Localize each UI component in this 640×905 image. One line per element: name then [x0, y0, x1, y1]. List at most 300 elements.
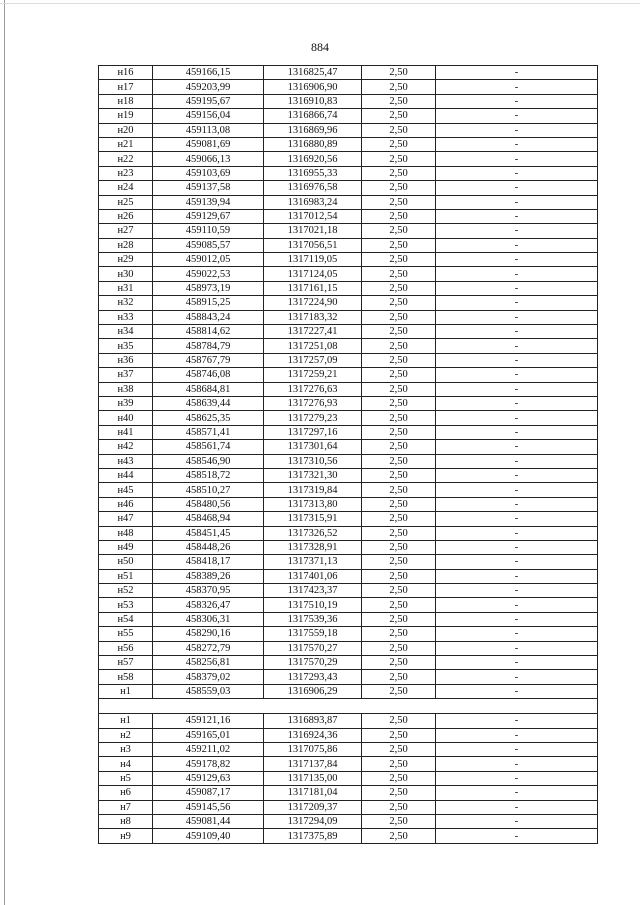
point-id-cell: н21 — [99, 137, 153, 151]
table-row — [99, 829, 598, 843]
x-coordinate-cell: 459165,01 — [153, 728, 264, 742]
table-row — [99, 425, 598, 439]
accuracy-cell: 2,50 — [362, 238, 436, 252]
note-cell: - — [436, 224, 598, 238]
point-id-cell: н30 — [99, 267, 153, 281]
point-id-cell: н8 — [99, 814, 153, 828]
accuracy-cell: 2,50 — [362, 368, 436, 382]
x-coordinate-cell: 458480,56 — [153, 497, 264, 511]
accuracy-cell: 2,50 — [362, 468, 436, 482]
y-coordinate-cell: 1317293,43 — [264, 670, 362, 684]
accuracy-cell: 2,50 — [362, 195, 436, 209]
point-id-cell: н39 — [99, 396, 153, 410]
accuracy-cell: 2,50 — [362, 94, 436, 108]
x-coordinate-cell: 458625,35 — [153, 411, 264, 425]
x-coordinate-cell: 459203,99 — [153, 80, 264, 94]
table-row — [99, 353, 598, 367]
accuracy-cell: 2,50 — [362, 526, 436, 540]
y-coordinate-cell: 1317315,91 — [264, 512, 362, 526]
point-id-cell: н50 — [99, 555, 153, 569]
point-id-cell: н1 — [99, 684, 153, 698]
x-coordinate-cell: 458272,79 — [153, 641, 264, 655]
table-row — [99, 123, 598, 137]
table-row — [99, 224, 598, 238]
table-row — [99, 267, 598, 281]
x-coordinate-cell: 459178,82 — [153, 757, 264, 771]
x-coordinate-cell: 458561,74 — [153, 440, 264, 454]
note-cell: - — [436, 714, 598, 728]
note-cell: - — [436, 598, 598, 612]
page-edge-top — [0, 3, 640, 4]
accuracy-cell: 2,50 — [362, 569, 436, 583]
accuracy-cell: 2,50 — [362, 512, 436, 526]
point-id-cell: н47 — [99, 512, 153, 526]
table-row — [99, 742, 598, 756]
point-id-cell: н17 — [99, 80, 153, 94]
accuracy-cell: 2,50 — [362, 800, 436, 814]
y-coordinate-cell: 1317181,04 — [264, 786, 362, 800]
x-coordinate-cell: 459022,53 — [153, 267, 264, 281]
note-cell: - — [436, 181, 598, 195]
point-id-cell: н36 — [99, 353, 153, 367]
note-cell: - — [436, 641, 598, 655]
point-id-cell: н5 — [99, 771, 153, 785]
x-coordinate-cell: 458256,81 — [153, 656, 264, 670]
note-cell: - — [436, 411, 598, 425]
table-row — [99, 684, 598, 698]
table-row — [99, 497, 598, 511]
table-row — [99, 94, 598, 108]
point-id-cell: н31 — [99, 281, 153, 295]
y-coordinate-cell: 1317559,18 — [264, 627, 362, 641]
point-id-cell: н48 — [99, 526, 153, 540]
table-row — [99, 540, 598, 554]
x-coordinate-cell: 458571,41 — [153, 425, 264, 439]
y-coordinate-cell: 1317328,91 — [264, 540, 362, 554]
table-row — [99, 152, 598, 166]
accuracy-cell: 2,50 — [362, 224, 436, 238]
note-cell: - — [436, 66, 598, 80]
accuracy-cell: 2,50 — [362, 684, 436, 698]
y-coordinate-cell: 1316866,74 — [264, 109, 362, 123]
point-id-cell: н27 — [99, 224, 153, 238]
note-cell: - — [436, 368, 598, 382]
note-cell: - — [436, 137, 598, 151]
table-row — [99, 296, 598, 310]
y-coordinate-cell: 1317119,05 — [264, 253, 362, 267]
x-coordinate-cell: 458784,79 — [153, 339, 264, 353]
accuracy-cell: 2,50 — [362, 728, 436, 742]
table-row — [99, 598, 598, 612]
accuracy-cell: 2,50 — [362, 123, 436, 137]
y-coordinate-cell: 1317183,32 — [264, 310, 362, 324]
note-cell: - — [436, 540, 598, 554]
table-row — [99, 641, 598, 655]
x-coordinate-cell: 459139,94 — [153, 195, 264, 209]
y-coordinate-cell: 1316869,96 — [264, 123, 362, 137]
page-edge-left — [4, 0, 5, 905]
y-coordinate-cell: 1317301,64 — [264, 440, 362, 454]
point-id-cell: н29 — [99, 253, 153, 267]
y-coordinate-cell: 1316906,29 — [264, 684, 362, 698]
x-coordinate-cell: 458746,08 — [153, 368, 264, 382]
accuracy-cell: 2,50 — [362, 598, 436, 612]
y-coordinate-cell: 1316920,56 — [264, 152, 362, 166]
x-coordinate-cell: 459109,40 — [153, 829, 264, 843]
note-cell: - — [436, 742, 598, 756]
y-coordinate-cell: 1316906,90 — [264, 80, 362, 94]
point-id-cell: н42 — [99, 440, 153, 454]
table-row — [99, 181, 598, 195]
table-row — [99, 555, 598, 569]
x-coordinate-cell: 458518,72 — [153, 468, 264, 482]
x-coordinate-cell: 459012,05 — [153, 253, 264, 267]
note-cell: - — [436, 555, 598, 569]
accuracy-cell: 2,50 — [362, 814, 436, 828]
point-id-cell: н44 — [99, 468, 153, 482]
accuracy-cell: 2,50 — [362, 584, 436, 598]
accuracy-cell: 2,50 — [362, 454, 436, 468]
y-coordinate-cell: 1317326,52 — [264, 526, 362, 540]
point-id-cell: н3 — [99, 742, 153, 756]
y-coordinate-cell: 1317124,05 — [264, 267, 362, 281]
point-id-cell: н26 — [99, 209, 153, 223]
x-coordinate-cell: 459156,04 — [153, 109, 264, 123]
accuracy-cell: 2,50 — [362, 325, 436, 339]
x-coordinate-cell: 459195,67 — [153, 94, 264, 108]
note-cell: - — [436, 396, 598, 410]
accuracy-cell: 2,50 — [362, 267, 436, 281]
point-id-cell: н22 — [99, 152, 153, 166]
table-row — [99, 325, 598, 339]
y-coordinate-cell: 1317137,84 — [264, 757, 362, 771]
page-number: 884 — [311, 40, 329, 54]
accuracy-cell: 2,50 — [362, 829, 436, 843]
accuracy-cell: 2,50 — [362, 80, 436, 94]
point-id-cell: н6 — [99, 786, 153, 800]
point-id-cell: н43 — [99, 454, 153, 468]
y-coordinate-cell: 1317319,84 — [264, 483, 362, 497]
y-coordinate-cell: 1317161,15 — [264, 281, 362, 295]
note-cell: - — [436, 281, 598, 295]
x-coordinate-cell: 459129,67 — [153, 209, 264, 223]
y-coordinate-cell: 1316983,24 — [264, 195, 362, 209]
x-coordinate-cell: 458639,44 — [153, 396, 264, 410]
y-coordinate-cell: 1317276,93 — [264, 396, 362, 410]
accuracy-cell: 2,50 — [362, 109, 436, 123]
note-cell: - — [436, 152, 598, 166]
table-row — [99, 757, 598, 771]
x-coordinate-cell: 459211,02 — [153, 742, 264, 756]
table-row — [99, 512, 598, 526]
point-id-cell: н35 — [99, 339, 153, 353]
table-row — [99, 238, 598, 252]
note-cell: - — [436, 483, 598, 497]
accuracy-cell: 2,50 — [362, 166, 436, 180]
x-coordinate-cell: 458306,31 — [153, 612, 264, 626]
table-row — [99, 786, 598, 800]
note-cell: - — [436, 526, 598, 540]
note-cell: - — [436, 339, 598, 353]
accuracy-cell: 2,50 — [362, 641, 436, 655]
x-coordinate-cell: 458843,24 — [153, 310, 264, 324]
accuracy-cell: 2,50 — [362, 281, 436, 295]
point-id-cell: н54 — [99, 612, 153, 626]
y-coordinate-cell: 1317135,00 — [264, 771, 362, 785]
x-coordinate-cell: 458973,19 — [153, 281, 264, 295]
x-coordinate-cell: 458451,45 — [153, 526, 264, 540]
note-cell: - — [436, 684, 598, 698]
y-coordinate-cell: 1317056,51 — [264, 238, 362, 252]
note-cell: - — [436, 253, 598, 267]
note-cell: - — [436, 670, 598, 684]
point-id-cell: н28 — [99, 238, 153, 252]
point-id-cell: н25 — [99, 195, 153, 209]
accuracy-cell: 2,50 — [362, 181, 436, 195]
table-row — [99, 396, 598, 410]
note-cell: - — [436, 325, 598, 339]
point-id-cell: н34 — [99, 325, 153, 339]
table-row — [99, 80, 598, 94]
accuracy-cell: 2,50 — [362, 555, 436, 569]
x-coordinate-cell: 459085,57 — [153, 238, 264, 252]
note-cell: - — [436, 166, 598, 180]
table-row — [99, 627, 598, 641]
x-coordinate-cell: 458370,95 — [153, 584, 264, 598]
accuracy-cell: 2,50 — [362, 714, 436, 728]
accuracy-cell: 2,50 — [362, 310, 436, 324]
note-cell: - — [436, 440, 598, 454]
x-coordinate-cell: 458684,81 — [153, 382, 264, 396]
y-coordinate-cell: 1317224,90 — [264, 296, 362, 310]
accuracy-cell: 2,50 — [362, 440, 436, 454]
table-row — [99, 411, 598, 425]
accuracy-cell: 2,50 — [362, 497, 436, 511]
point-id-cell: н49 — [99, 540, 153, 554]
x-coordinate-cell: 458448,26 — [153, 540, 264, 554]
y-coordinate-cell: 1317539,36 — [264, 612, 362, 626]
y-coordinate-cell: 1317209,37 — [264, 800, 362, 814]
accuracy-cell: 2,50 — [362, 483, 436, 497]
accuracy-cell: 2,50 — [362, 396, 436, 410]
y-coordinate-cell: 1317375,89 — [264, 829, 362, 843]
point-id-cell: н58 — [99, 670, 153, 684]
point-id-cell: н1 — [99, 714, 153, 728]
table-row — [99, 612, 598, 626]
accuracy-cell: 2,50 — [362, 656, 436, 670]
note-cell: - — [436, 728, 598, 742]
note-cell: - — [436, 382, 598, 396]
point-id-cell: н46 — [99, 497, 153, 511]
table-row — [99, 66, 598, 80]
point-id-cell: н57 — [99, 656, 153, 670]
note-cell: - — [436, 94, 598, 108]
y-coordinate-cell: 1317510,19 — [264, 598, 362, 612]
accuracy-cell: 2,50 — [362, 627, 436, 641]
x-coordinate-cell: 458290,16 — [153, 627, 264, 641]
y-coordinate-cell: 1316893,87 — [264, 714, 362, 728]
x-coordinate-cell: 459081,69 — [153, 137, 264, 151]
table-row — [99, 339, 598, 353]
point-id-cell: н32 — [99, 296, 153, 310]
accuracy-cell: 2,50 — [362, 757, 436, 771]
point-id-cell: н4 — [99, 757, 153, 771]
table-row — [99, 253, 598, 267]
table-row — [99, 656, 598, 670]
x-coordinate-cell: 459103,69 — [153, 166, 264, 180]
table-row — [99, 526, 598, 540]
accuracy-cell: 2,50 — [362, 411, 436, 425]
point-id-cell: н52 — [99, 584, 153, 598]
x-coordinate-cell: 458767,79 — [153, 353, 264, 367]
note-cell: - — [436, 425, 598, 439]
x-coordinate-cell: 459113,08 — [153, 123, 264, 137]
table-row — [99, 814, 598, 828]
y-coordinate-cell: 1317259,21 — [264, 368, 362, 382]
point-id-cell: н41 — [99, 425, 153, 439]
note-cell: - — [436, 353, 598, 367]
table-row — [99, 382, 598, 396]
table-row — [99, 670, 598, 684]
x-coordinate-cell: 459081,44 — [153, 814, 264, 828]
note-cell: - — [436, 814, 598, 828]
note-cell: - — [436, 109, 598, 123]
point-id-cell: н56 — [99, 641, 153, 655]
coordinates-table-body — [99, 66, 598, 844]
point-id-cell: н7 — [99, 800, 153, 814]
y-coordinate-cell: 1317570,27 — [264, 641, 362, 655]
y-coordinate-cell: 1316955,33 — [264, 166, 362, 180]
y-coordinate-cell: 1317297,16 — [264, 425, 362, 439]
note-cell: - — [436, 468, 598, 482]
point-id-cell: н19 — [99, 109, 153, 123]
note-cell: - — [436, 786, 598, 800]
y-coordinate-cell: 1317321,30 — [264, 468, 362, 482]
x-coordinate-cell: 458915,25 — [153, 296, 264, 310]
accuracy-cell: 2,50 — [362, 209, 436, 223]
group-separator-cell — [99, 699, 598, 714]
note-cell: - — [436, 80, 598, 94]
note-cell: - — [436, 584, 598, 598]
table-row — [99, 800, 598, 814]
y-coordinate-cell: 1317570,29 — [264, 656, 362, 670]
table-row — [99, 281, 598, 295]
note-cell: - — [436, 296, 598, 310]
note-cell: - — [436, 123, 598, 137]
table-row — [99, 771, 598, 785]
y-coordinate-cell: 1317310,56 — [264, 454, 362, 468]
point-id-cell: н33 — [99, 310, 153, 324]
note-cell: - — [436, 800, 598, 814]
note-cell: - — [436, 627, 598, 641]
accuracy-cell: 2,50 — [362, 66, 436, 80]
y-coordinate-cell: 1316825,47 — [264, 66, 362, 80]
y-coordinate-cell: 1317313,80 — [264, 497, 362, 511]
accuracy-cell: 2,50 — [362, 670, 436, 684]
coordinates-table — [98, 65, 598, 844]
x-coordinate-cell: 459110,59 — [153, 224, 264, 238]
note-cell: - — [436, 512, 598, 526]
x-coordinate-cell: 459137,58 — [153, 181, 264, 195]
accuracy-cell: 2,50 — [362, 742, 436, 756]
y-coordinate-cell: 1317012,54 — [264, 209, 362, 223]
point-id-cell: н37 — [99, 368, 153, 382]
note-cell: - — [436, 757, 598, 771]
y-coordinate-cell: 1317401,06 — [264, 569, 362, 583]
table-row — [99, 454, 598, 468]
table-row — [99, 195, 598, 209]
y-coordinate-cell: 1317021,18 — [264, 224, 362, 238]
point-id-cell: н51 — [99, 569, 153, 583]
accuracy-cell: 2,50 — [362, 425, 436, 439]
note-cell: - — [436, 454, 598, 468]
y-coordinate-cell: 1317276,63 — [264, 382, 362, 396]
x-coordinate-cell: 458418,17 — [153, 555, 264, 569]
x-coordinate-cell: 458510,27 — [153, 483, 264, 497]
note-cell: - — [436, 195, 598, 209]
point-id-cell: н53 — [99, 598, 153, 612]
accuracy-cell: 2,50 — [362, 339, 436, 353]
point-id-cell: н45 — [99, 483, 153, 497]
point-id-cell: н16 — [99, 66, 153, 80]
y-coordinate-cell: 1317279,23 — [264, 411, 362, 425]
note-cell: - — [436, 238, 598, 252]
accuracy-cell: 2,50 — [362, 152, 436, 166]
y-coordinate-cell: 1317294,09 — [264, 814, 362, 828]
x-coordinate-cell: 459166,15 — [153, 66, 264, 80]
point-id-cell: н40 — [99, 411, 153, 425]
table-row — [99, 569, 598, 583]
y-coordinate-cell: 1317257,09 — [264, 353, 362, 367]
accuracy-cell: 2,50 — [362, 296, 436, 310]
y-coordinate-cell: 1316880,89 — [264, 137, 362, 151]
point-id-cell: н24 — [99, 181, 153, 195]
accuracy-cell: 2,50 — [362, 137, 436, 151]
y-coordinate-cell: 1317251,08 — [264, 339, 362, 353]
point-id-cell: н9 — [99, 829, 153, 843]
x-coordinate-cell: 458814,62 — [153, 325, 264, 339]
accuracy-cell: 2,50 — [362, 612, 436, 626]
x-coordinate-cell: 459087,17 — [153, 786, 264, 800]
x-coordinate-cell: 458326,47 — [153, 598, 264, 612]
table-row — [99, 209, 598, 223]
note-cell: - — [436, 771, 598, 785]
point-id-cell: н2 — [99, 728, 153, 742]
table-row — [99, 468, 598, 482]
y-coordinate-cell: 1316924,36 — [264, 728, 362, 742]
x-coordinate-cell: 458468,94 — [153, 512, 264, 526]
x-coordinate-cell: 458559,03 — [153, 684, 264, 698]
point-id-cell: н38 — [99, 382, 153, 396]
accuracy-cell: 2,50 — [362, 771, 436, 785]
note-cell: - — [436, 656, 598, 670]
x-coordinate-cell: 458379,02 — [153, 670, 264, 684]
table-row — [99, 137, 598, 151]
table-row — [99, 483, 598, 497]
table-row — [99, 440, 598, 454]
y-coordinate-cell: 1316910,83 — [264, 94, 362, 108]
note-cell: - — [436, 497, 598, 511]
accuracy-cell: 2,50 — [362, 540, 436, 554]
point-id-cell: н20 — [99, 123, 153, 137]
y-coordinate-cell: 1317075,86 — [264, 742, 362, 756]
table-row — [99, 166, 598, 180]
table-row — [99, 728, 598, 742]
note-cell: - — [436, 829, 598, 843]
y-coordinate-cell: 1316976,58 — [264, 181, 362, 195]
y-coordinate-cell: 1317227,41 — [264, 325, 362, 339]
table-row — [99, 368, 598, 382]
